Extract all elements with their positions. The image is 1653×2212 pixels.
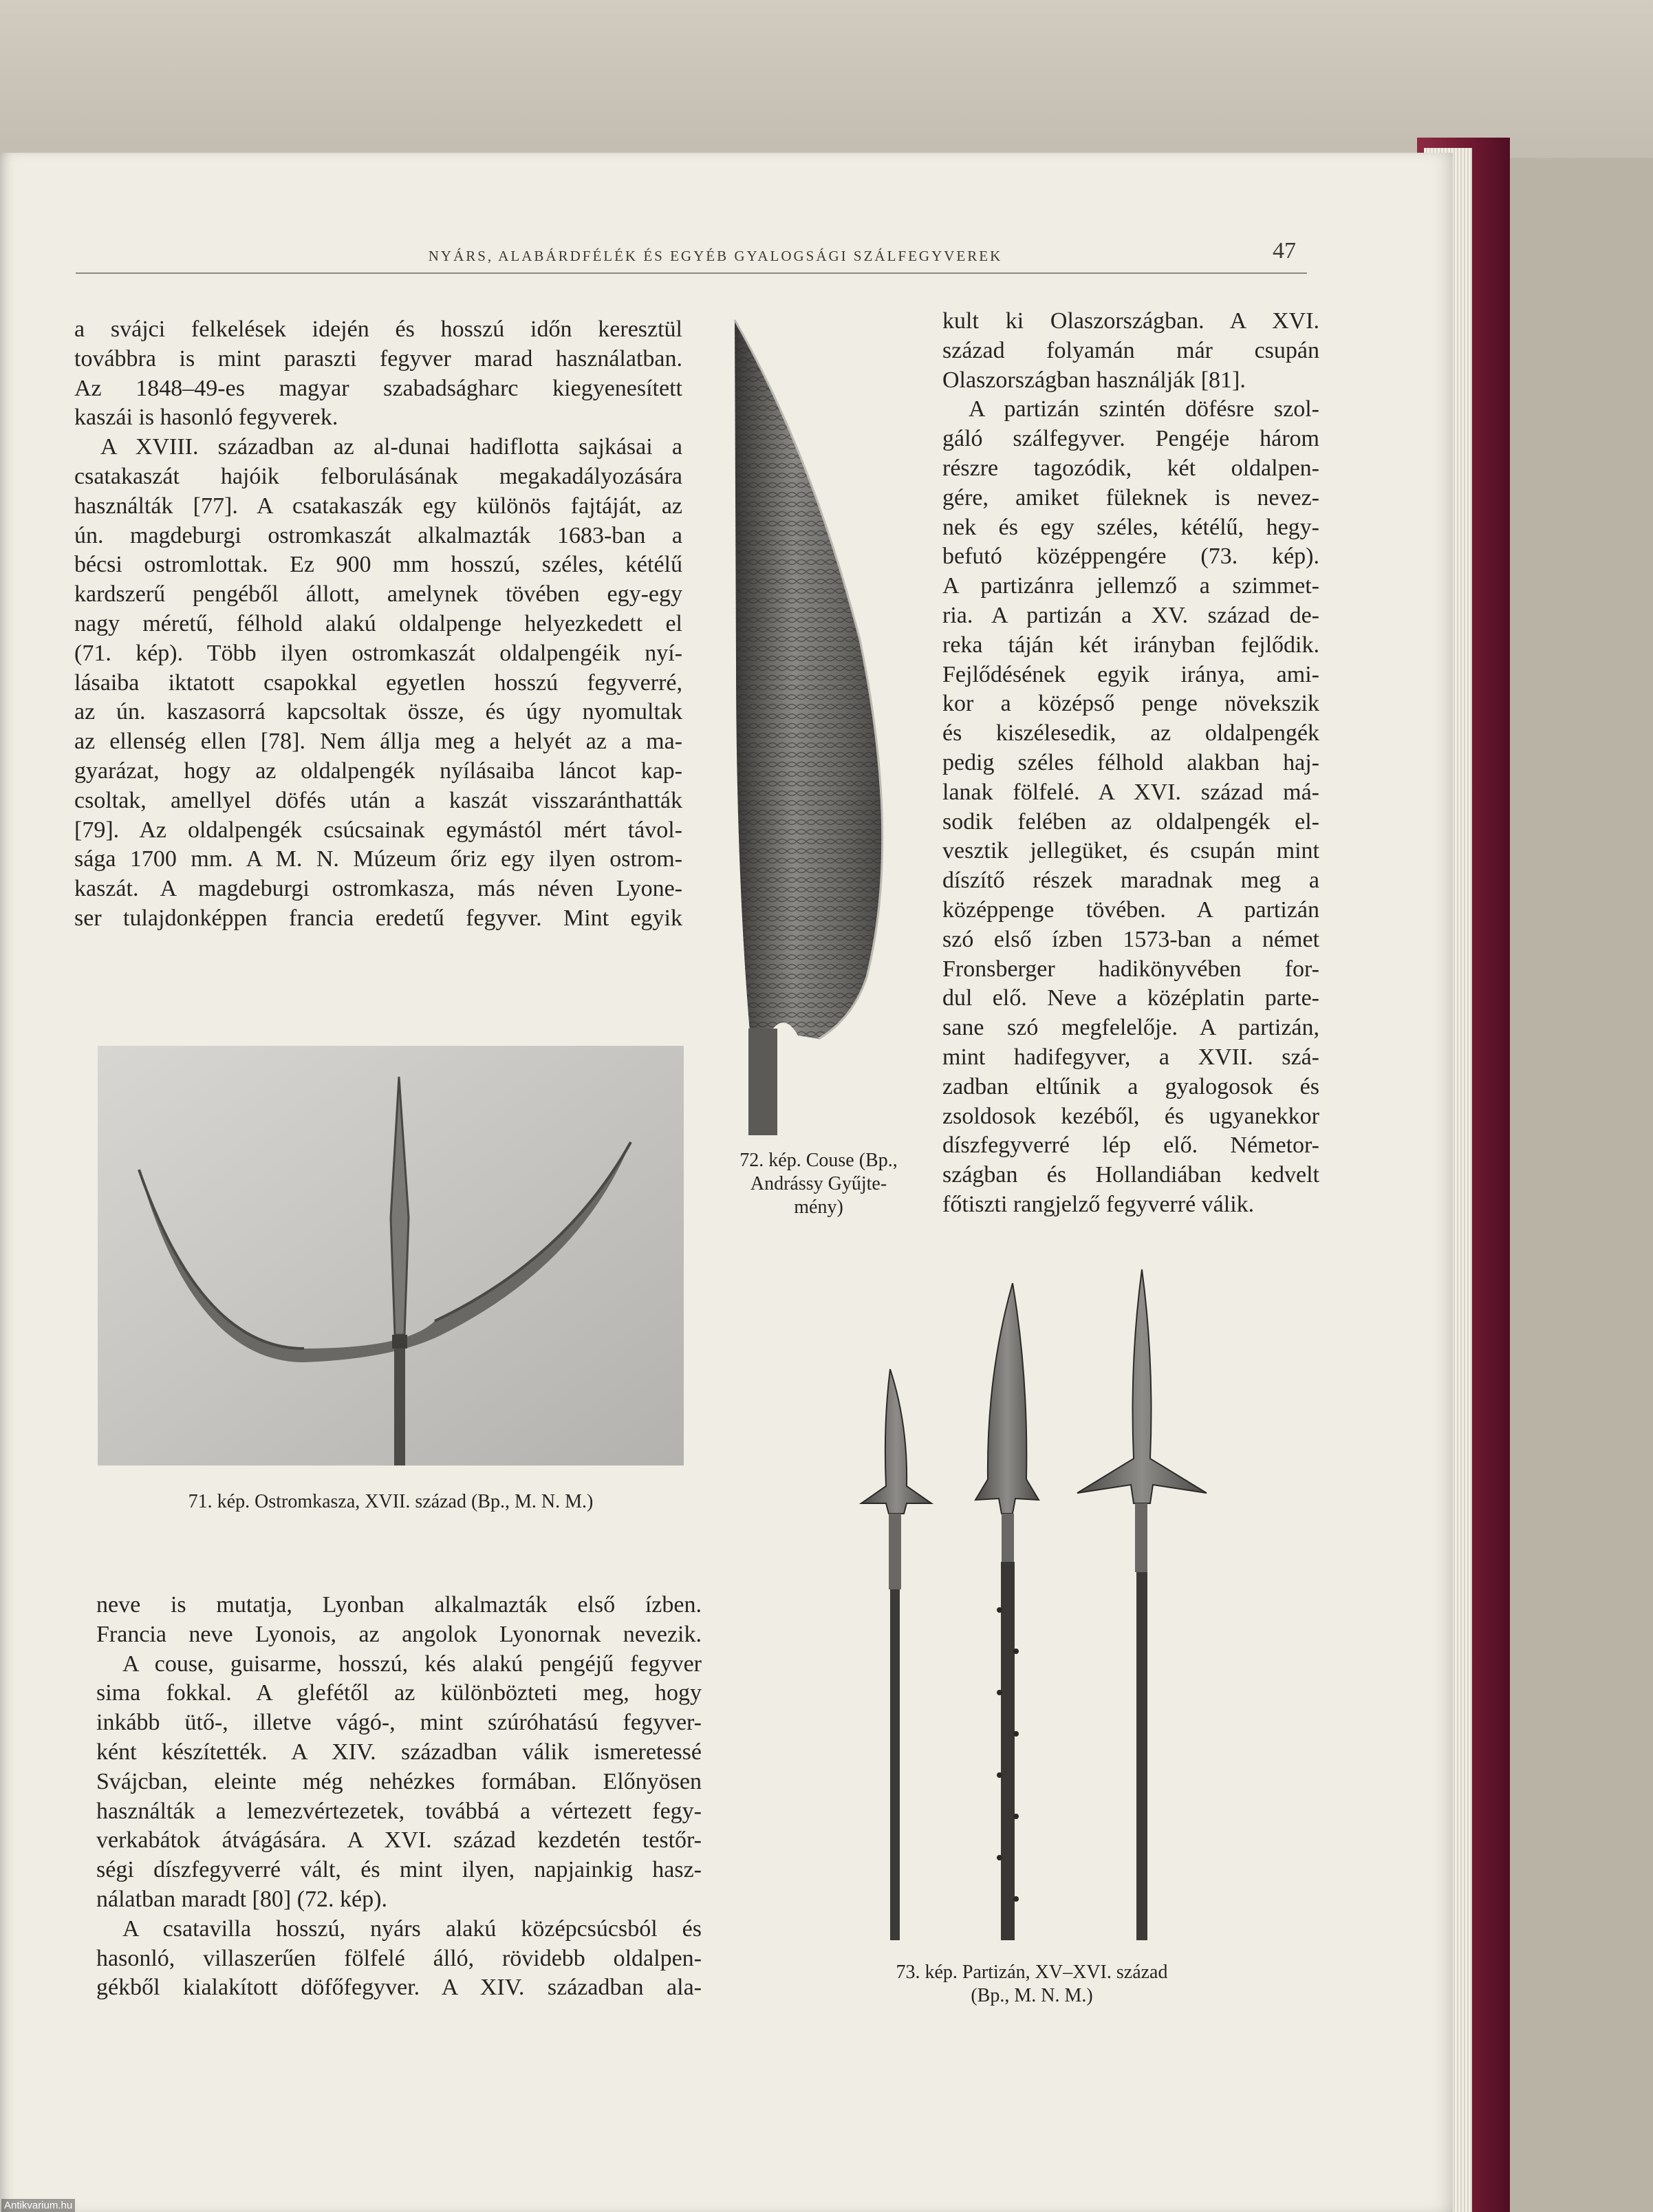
- caption-line: (Bp., M. N. M.): [971, 1985, 1093, 2006]
- right-column: [942, 307, 1319, 1220]
- text-line: század folyamán már csupán: [942, 337, 1319, 363]
- text-line: sága 1700 mm. A M. N. Múzeum őriz egy ilyen ostrom-: [74, 846, 682, 872]
- text-line: Az 1848–49-es magyar szabadságharc kiegyenesített: [74, 375, 682, 401]
- text-line: Olaszországban használják [81].: [942, 367, 1246, 393]
- text-line: az ún. kaszasorrá kapcsoltak össze, és úgy nyomultak: [74, 699, 682, 725]
- text-line: gékből kialakított döfőfegyver. A XIV. században ala-: [96, 1975, 702, 2001]
- couse-blade-image: [729, 316, 908, 1135]
- text-line: (71. kép). Több ilyen ostromkaszát oldalpengéik nyí-: [74, 640, 682, 666]
- caption-line: 72. kép. Couse (Bp.,: [739, 1150, 898, 1171]
- figure-73-photo: [839, 1266, 1224, 1947]
- figure-72-photo: [729, 316, 908, 1135]
- text-line: Francia neve Lyonois, az angolok Lyonornak nevezik.: [96, 1621, 702, 1647]
- text-line: Svájcban, eleinte még nehézkes formában. Előnyösen: [96, 1768, 702, 1794]
- text-line: díszítő részek maradnak meg a: [942, 868, 1319, 894]
- text-line: A partizán szintén döfésre szol-: [969, 396, 1319, 422]
- caption-line: mény): [794, 1196, 843, 1218]
- text-line: az ellenség ellen [78]. Nem állja meg a helyét az a ma-: [74, 729, 682, 755]
- text-line: főtiszti rangjelző fegyverré válik.: [942, 1191, 1255, 1217]
- caption-line: 73. kép. Partizán, XV–XVI. század: [896, 1962, 1168, 1983]
- text-line: ún. magdeburgi ostromkaszát alkalmazták 1683-ban a: [74, 522, 682, 548]
- text-line: zsoldosok kezéből, és ugyanekkor: [942, 1103, 1319, 1129]
- text-line: használták [77]. A csatakaszák egy különös fajtáját, az: [74, 493, 682, 519]
- figure-73-caption: [825, 1961, 1238, 2008]
- figure-71-photo: [98, 1046, 684, 1465]
- text-line: sima fokkal. A glefétől az különbözteti meg, hogy: [96, 1680, 702, 1706]
- text-line: nálatban maradt [80] (72. kép).: [96, 1886, 387, 1912]
- partisans-image: [839, 1266, 1224, 1947]
- running-header: NYÁRS, ALABÁRDFÉLÉK ÉS EGYÉB GYALOGSÁGI SZÁLFEGYVEREK: [428, 248, 1003, 264]
- text-line: részre tagozódik, két oldalpen-: [942, 455, 1319, 481]
- text-line: reka táján két irányban fejlődik.: [942, 632, 1319, 658]
- text-line: középpenge tövében. A partizán: [942, 896, 1319, 923]
- text-line: neve is mutatja, Lyonban alkalmazták első ízben.: [96, 1592, 702, 1618]
- text-line: A csatavilla hosszú, nyárs alakú középcsúcsból és: [122, 1915, 702, 1942]
- text-line: sodik felében az oldalpengék el-: [942, 808, 1319, 835]
- text-line: ségi díszfegyverré vált, és mint ilyen, napjainkig hasz-: [96, 1857, 702, 1883]
- desk-background: [0, 0, 1653, 158]
- text-line: csoltak, amellyel döfés után a kaszát visszaránthatták: [74, 787, 682, 813]
- text-line: A partizánra jellemző a szimmet-: [942, 573, 1319, 599]
- text-line: A XVIII. században az al-dunai hadiflotta sajkásai a: [100, 434, 682, 460]
- text-line: továbbra is mint paraszti fegyver marad használatban.: [74, 345, 682, 372]
- text-line: kaszái is hasonló fegyverek.: [74, 405, 338, 431]
- text-line: gáló szálfegyver. Pengéje három: [942, 426, 1319, 452]
- text-line: nagy méretű, félhold alakú oldalpenge helyezkedett el: [74, 610, 682, 636]
- text-line: Fejlődésének egyik iránya, ami-: [942, 661, 1319, 687]
- text-line: vesztik jellegüket, és csupán mint: [942, 838, 1319, 864]
- figure-71-caption: 71. kép. Ostromkasza, XVII. század (Bp., M. N. M.): [188, 1491, 594, 1512]
- text-line: ser tulajdonképpen francia eredetű fegyver. Mint egyik: [74, 905, 682, 931]
- text-line: sane szó megfelelője. A partizán,: [942, 1015, 1319, 1041]
- text-line: [79]. Az oldalpengék csúcsainak egymástól mért távol-: [74, 817, 682, 843]
- text-line: bécsi ostromlottak. Ez 900 mm hosszú, széles, kétélű: [74, 552, 682, 578]
- left-column-top: [74, 315, 682, 934]
- text-line: nek és egy széles, kétélű, hegy-: [942, 514, 1319, 540]
- text-line: szágban és Hollandiában kedvelt: [942, 1162, 1319, 1188]
- text-line: a svájci felkelések idején és hosszú időn keresztül: [74, 316, 682, 342]
- text-line: és kiszélesedik, az oldalpengék: [942, 720, 1319, 747]
- left-column-bottom: [96, 1591, 702, 2003]
- text-line: lanak fölfelé. A XVI. század má-: [942, 779, 1319, 805]
- text-line: ria. A partizán a XV. század de-: [942, 602, 1319, 628]
- caption-line: Andrássy Gyűjte-: [750, 1173, 887, 1194]
- text-line: verkabátok átvágására. A XVI. század kezdetén testőr-: [96, 1827, 702, 1854]
- text-line: befutó középpengére (73. kép).: [942, 544, 1319, 570]
- figure-72-caption: [715, 1149, 922, 1219]
- siege-scythe-image: [98, 1046, 684, 1465]
- text-line: hasonló, villaszerűen fölfelé álló, rövidebb oldalpen-: [96, 1945, 702, 1971]
- watermark: Antikvarium.hu: [1, 2199, 75, 2212]
- text-line: kult ki Olaszországban. A XVI.: [942, 308, 1319, 334]
- header-rule: [76, 272, 1307, 274]
- text-line: gyarázat, hogy az oldalpengék nyílásaiba láncot kap-: [74, 758, 682, 784]
- text-line: Fronsberger hadikönyvében for-: [942, 956, 1319, 982]
- text-line: zadban eltűnik a gyalogosok és: [942, 1073, 1319, 1099]
- text-line: inkább ütő-, illetve vágó-, mint szúróhatású fegyver-: [96, 1710, 702, 1736]
- text-line: lásaiba iktatott csapokkal egyetlen hosszú fegyverré,: [74, 669, 682, 696]
- text-line: pedig széles félhold alakban haj-: [942, 749, 1319, 775]
- text-line: csatakaszát hajóik felborulásának megakadályozására: [74, 463, 682, 489]
- text-line: ként készítették. A XIV. században válik ismeretessé: [96, 1739, 702, 1765]
- text-line: dul elő. Neve a középlatin parte-: [942, 985, 1319, 1011]
- text-line: használták a lemezvértezetek, továbbá a vértezett fegy-: [96, 1798, 702, 1824]
- page-number: 47: [1273, 238, 1296, 264]
- text-line: szó első ízben 1573-ban a német: [942, 926, 1319, 952]
- text-line: kor a középső penge növekszik: [942, 691, 1319, 717]
- text-line: kaszát. A magdeburgi ostromkasza, más néven Lyone-: [74, 876, 682, 902]
- text-line: kardszerű pengéből állott, amelynek tövében egy-egy: [74, 581, 682, 608]
- text-line: gére, amiket füleknek is nevez-: [942, 484, 1319, 511]
- text-line: mint hadifegyver, a XVII. szá-: [942, 1044, 1319, 1070]
- text-line: díszfegyverré lép elő. Németor-: [942, 1132, 1319, 1159]
- text-line: A couse, guisarme, hosszú, kés alakú pengéjű fegyver: [122, 1651, 702, 1677]
